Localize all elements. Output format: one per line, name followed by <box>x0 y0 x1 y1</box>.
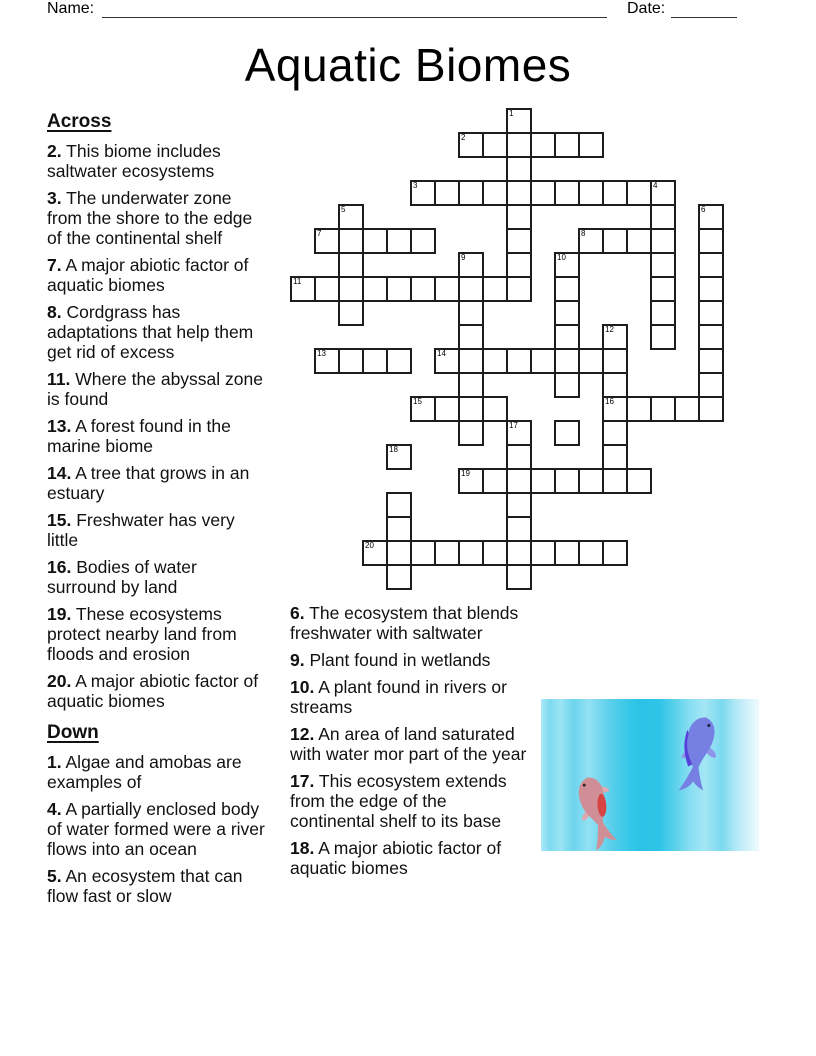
name-blank-line[interactable] <box>102 1 607 18</box>
grid-cell[interactable] <box>698 252 724 278</box>
grid-cell[interactable] <box>530 180 556 206</box>
clue-1 <box>47 752 265 792</box>
grid-cell[interactable] <box>554 300 580 326</box>
grid-cell[interactable] <box>482 396 508 422</box>
grid-cell[interactable] <box>506 516 532 542</box>
grid-cell[interactable] <box>626 396 652 422</box>
grid-cell[interactable] <box>362 348 388 374</box>
grid-cell[interactable] <box>650 204 676 230</box>
grid-cell[interactable] <box>458 180 484 206</box>
grid-cell[interactable] <box>458 540 484 566</box>
grid-cell[interactable] <box>626 228 652 254</box>
across-clue-column <box>47 110 265 906</box>
grid-cell[interactable] <box>458 396 484 422</box>
clue-number: 2. <box>47 141 62 161</box>
clue-text: A forest found in the marine biome <box>47 416 231 456</box>
clue-2 <box>47 141 265 181</box>
grid-cell[interactable] <box>602 348 628 374</box>
grid-cell[interactable] <box>482 180 508 206</box>
clue-text: Algae and amobas are examples of <box>47 752 242 792</box>
clue-17 <box>290 771 528 831</box>
clue-12 <box>290 724 528 764</box>
grid-cell[interactable] <box>482 468 508 494</box>
clue-number: 17. <box>290 771 315 791</box>
grid-cell[interactable] <box>410 540 436 566</box>
grid-cell[interactable] <box>554 132 580 158</box>
clue-3 <box>47 188 265 248</box>
clue-number: 3. <box>47 188 62 208</box>
cell-number: 12 <box>605 325 614 334</box>
date-label: Date: <box>627 0 666 17</box>
down-clues-left <box>47 752 265 906</box>
grid-cell[interactable] <box>338 276 364 302</box>
date-blank-line[interactable] <box>671 1 737 18</box>
grid-cell[interactable] <box>602 372 628 398</box>
grid-cell[interactable] <box>554 180 580 206</box>
clue-number: 16. <box>47 557 72 577</box>
grid-cell[interactable] <box>674 396 700 422</box>
grid-cell[interactable] <box>650 300 676 326</box>
blue-koi-fish <box>675 714 724 795</box>
grid-cell[interactable] <box>434 540 460 566</box>
clue-text: This ecosystem extends from the edge of the continental shelf to its base <box>290 771 507 831</box>
clue-text: This biome includes saltwater ecosystems <box>47 141 221 181</box>
grid-cell[interactable] <box>458 372 484 398</box>
grid-cell[interactable] <box>458 300 484 326</box>
grid-cell[interactable] <box>650 252 676 278</box>
grid-cell[interactable] <box>506 156 532 182</box>
clue-20 <box>47 671 265 711</box>
across-clues <box>47 141 265 711</box>
grid-cell[interactable] <box>314 348 340 374</box>
grid-cell[interactable] <box>386 492 412 518</box>
grid-cell[interactable] <box>602 420 628 446</box>
clue-text: The underwater zone from the shore to the edge of the continental shelf <box>47 188 253 248</box>
grid-cell[interactable] <box>602 396 628 422</box>
grid-cell[interactable] <box>434 276 460 302</box>
down-clues-right <box>290 603 528 878</box>
cell-number: 11 <box>293 277 302 286</box>
grid-cell[interactable] <box>578 348 604 374</box>
grid-cell[interactable] <box>698 348 724 374</box>
grid-cell[interactable] <box>290 276 316 302</box>
grid-cell[interactable] <box>386 276 412 302</box>
cell-number: 8 <box>581 229 586 238</box>
grid-cell[interactable] <box>578 540 604 566</box>
grid-cell[interactable] <box>314 228 340 254</box>
grid-cell[interactable] <box>482 276 508 302</box>
clue-16 <box>47 557 265 597</box>
grid-cell[interactable] <box>554 276 580 302</box>
clue-number: 19. <box>47 604 72 624</box>
grid-cell[interactable] <box>458 132 484 158</box>
grid-cell[interactable] <box>386 444 412 470</box>
cell-number: 6 <box>701 205 706 214</box>
grid-cell[interactable] <box>698 300 724 326</box>
clue-number: 1. <box>47 752 62 772</box>
cell-number: 7 <box>317 229 322 238</box>
grid-cell[interactable] <box>578 180 604 206</box>
red-koi-fish <box>569 772 627 851</box>
clue-4 <box>47 799 265 859</box>
grid-cell[interactable] <box>554 372 580 398</box>
grid-cell[interactable] <box>338 228 364 254</box>
grid-cell[interactable] <box>530 348 556 374</box>
grid-cell[interactable] <box>458 468 484 494</box>
red-fish-tail <box>589 820 618 851</box>
grid-cell[interactable] <box>554 324 580 350</box>
clue-9 <box>290 650 528 670</box>
clue-number: 18. <box>290 838 315 858</box>
grid-cell[interactable] <box>458 420 484 446</box>
grid-cell[interactable] <box>698 276 724 302</box>
clue-number: 8. <box>47 302 62 322</box>
grid-cell[interactable] <box>506 132 532 158</box>
cell-number: 16 <box>605 397 614 406</box>
grid-cell[interactable] <box>554 348 580 374</box>
grid-cell[interactable] <box>650 396 676 422</box>
cell-number: 14 <box>437 349 446 358</box>
clue-15 <box>47 510 265 550</box>
clue-text: A partially enclosed body of water formed were a river flows into an ocean <box>47 799 265 859</box>
clue-number: 4. <box>47 799 62 819</box>
grid-cell[interactable] <box>362 540 388 566</box>
cell-number: 10 <box>557 253 566 262</box>
cell-number: 19 <box>461 469 470 478</box>
clue-text: A major abiotic factor of aquatic biomes <box>47 255 249 295</box>
grid-cell[interactable] <box>458 276 484 302</box>
grid-cell[interactable] <box>338 204 364 230</box>
clue-6 <box>290 603 528 643</box>
clue-14 <box>47 463 265 503</box>
clue-number: 9. <box>290 650 305 670</box>
grid-cell[interactable] <box>434 180 460 206</box>
grid-cell[interactable] <box>698 396 724 422</box>
grid-cell[interactable] <box>602 540 628 566</box>
clue-number: 15. <box>47 510 72 530</box>
grid-cell[interactable] <box>506 468 532 494</box>
grid-cell[interactable] <box>458 324 484 350</box>
water-illustration <box>541 699 759 851</box>
grid-cell[interactable] <box>698 228 724 254</box>
grid-cell[interactable] <box>650 276 676 302</box>
cell-number: 20 <box>365 541 374 550</box>
grid-cell[interactable] <box>506 564 532 590</box>
grid-cell[interactable] <box>506 180 532 206</box>
grid-cell[interactable] <box>386 348 412 374</box>
grid-cell[interactable] <box>506 444 532 470</box>
grid-cell[interactable] <box>386 540 412 566</box>
grid-cell[interactable] <box>650 180 676 206</box>
clue-text: An area of land saturated with water mor part of the year <box>290 724 527 764</box>
clue-13 <box>47 416 265 456</box>
clue-number: 20. <box>47 671 72 691</box>
grid-cell[interactable] <box>650 228 676 254</box>
grid-cell[interactable] <box>410 396 436 422</box>
grid-cell[interactable] <box>386 564 412 590</box>
grid-cell[interactable] <box>602 228 628 254</box>
clue-5 <box>47 866 265 906</box>
grid-cell[interactable] <box>578 468 604 494</box>
clue-7 <box>47 255 265 295</box>
crossword-grid <box>290 108 724 590</box>
clue-text: The ecosystem that blends freshwater with saltwater <box>290 603 519 643</box>
across-heading: Across <box>47 111 112 132</box>
clue-text: Where the abyssal zone is found <box>47 369 263 409</box>
clue-number: 13. <box>47 416 72 436</box>
blue-fish-tail <box>679 765 707 795</box>
clue-text: Plant found in wetlands <box>304 650 491 670</box>
grid-cell[interactable] <box>506 276 532 302</box>
grid-cell[interactable] <box>434 396 460 422</box>
clue-text: Bodies of water surround by land <box>47 557 197 597</box>
grid-cell[interactable] <box>626 180 652 206</box>
clue-text: A plant found in rivers or streams <box>290 677 507 717</box>
red-fish-body <box>574 774 614 830</box>
clue-number: 5. <box>47 866 62 886</box>
grid-cell[interactable] <box>602 444 628 470</box>
clue-text: A major abiotic factor of aquatic biomes <box>47 671 259 711</box>
clue-19 <box>47 604 265 664</box>
grid-cell[interactable] <box>482 348 508 374</box>
grid-cell[interactable] <box>338 252 364 278</box>
clue-number: 7. <box>47 255 62 275</box>
cell-number: 3 <box>413 181 418 190</box>
cell-number: 13 <box>317 349 326 358</box>
grid-cell[interactable] <box>410 228 436 254</box>
grid-cell[interactable] <box>602 180 628 206</box>
clue-11 <box>47 369 265 409</box>
clue-text: An ecosystem that can flow fast or slow <box>47 866 243 906</box>
grid-cell[interactable] <box>506 228 532 254</box>
clue-number: 6. <box>290 603 305 623</box>
clue-text: Cordgrass has adaptations that help them get rid of excess <box>47 302 254 362</box>
grid-cell[interactable] <box>554 420 580 446</box>
cell-number: 4 <box>653 181 658 190</box>
clue-text: These ecosystems protect nearby land from floods and erosion <box>47 604 237 664</box>
grid-cell[interactable] <box>650 324 676 350</box>
down-heading: Down <box>47 722 99 743</box>
clue-number: 12. <box>290 724 315 744</box>
grid-cell[interactable] <box>482 132 508 158</box>
grid-cell[interactable] <box>530 540 556 566</box>
grid-cell[interactable] <box>698 372 724 398</box>
clue-number: 11. <box>47 369 71 389</box>
cell-number: 17 <box>509 421 518 430</box>
grid-cell[interactable] <box>698 204 724 230</box>
grid-cell[interactable] <box>410 276 436 302</box>
clue-8 <box>47 302 265 362</box>
cell-number: 9 <box>461 253 466 262</box>
clue-number: 14. <box>47 463 72 483</box>
clue-number: 10. <box>290 677 315 697</box>
clue-text: A major abiotic factor of aquatic biomes <box>290 838 502 878</box>
page-title: Aquatic Biomes <box>244 39 572 91</box>
cell-number: 18 <box>389 445 398 454</box>
grid-cell[interactable] <box>554 468 580 494</box>
grid-cell[interactable] <box>386 516 412 542</box>
cell-number: 5 <box>341 205 346 214</box>
grid-cell[interactable] <box>482 540 508 566</box>
grid-cell[interactable] <box>434 348 460 374</box>
grid-cell[interactable] <box>458 348 484 374</box>
grid-cell[interactable] <box>530 468 556 494</box>
grid-cell[interactable] <box>410 180 436 206</box>
clue-10 <box>290 677 528 717</box>
koi-fish-drawing <box>541 699 759 851</box>
grid-cell[interactable] <box>362 228 388 254</box>
clue-text: A tree that grows in an estuary <box>47 463 250 503</box>
grid-cell[interactable] <box>578 228 604 254</box>
down-clue-column-right <box>290 596 528 878</box>
grid-cell[interactable] <box>338 348 364 374</box>
grid-cell[interactable] <box>506 348 532 374</box>
grid-cell[interactable] <box>602 324 628 350</box>
clue-text: Freshwater has very little <box>47 510 235 550</box>
grid-cell[interactable] <box>530 132 556 158</box>
grid-cell[interactable] <box>386 228 412 254</box>
grid-cell[interactable] <box>506 420 532 446</box>
grid-cell[interactable] <box>506 108 532 134</box>
grid-cell[interactable] <box>314 276 340 302</box>
grid-cell[interactable] <box>458 252 484 278</box>
cell-number: 1 <box>509 109 514 118</box>
grid-cell[interactable] <box>362 276 388 302</box>
grid-cell[interactable] <box>554 252 580 278</box>
grid-cell[interactable] <box>626 468 652 494</box>
grid-cell[interactable] <box>506 204 532 230</box>
clue-18 <box>290 838 528 878</box>
cell-number: 15 <box>413 397 422 406</box>
grid-cell[interactable] <box>338 300 364 326</box>
grid-cell[interactable] <box>506 540 532 566</box>
grid-cell[interactable] <box>506 252 532 278</box>
cell-number: 2 <box>461 133 466 142</box>
grid-cell[interactable] <box>578 132 604 158</box>
grid-cell[interactable] <box>602 468 628 494</box>
grid-cell[interactable] <box>554 540 580 566</box>
name-label: Name: <box>47 0 95 17</box>
grid-cell[interactable] <box>698 324 724 350</box>
grid-cell[interactable] <box>506 492 532 518</box>
